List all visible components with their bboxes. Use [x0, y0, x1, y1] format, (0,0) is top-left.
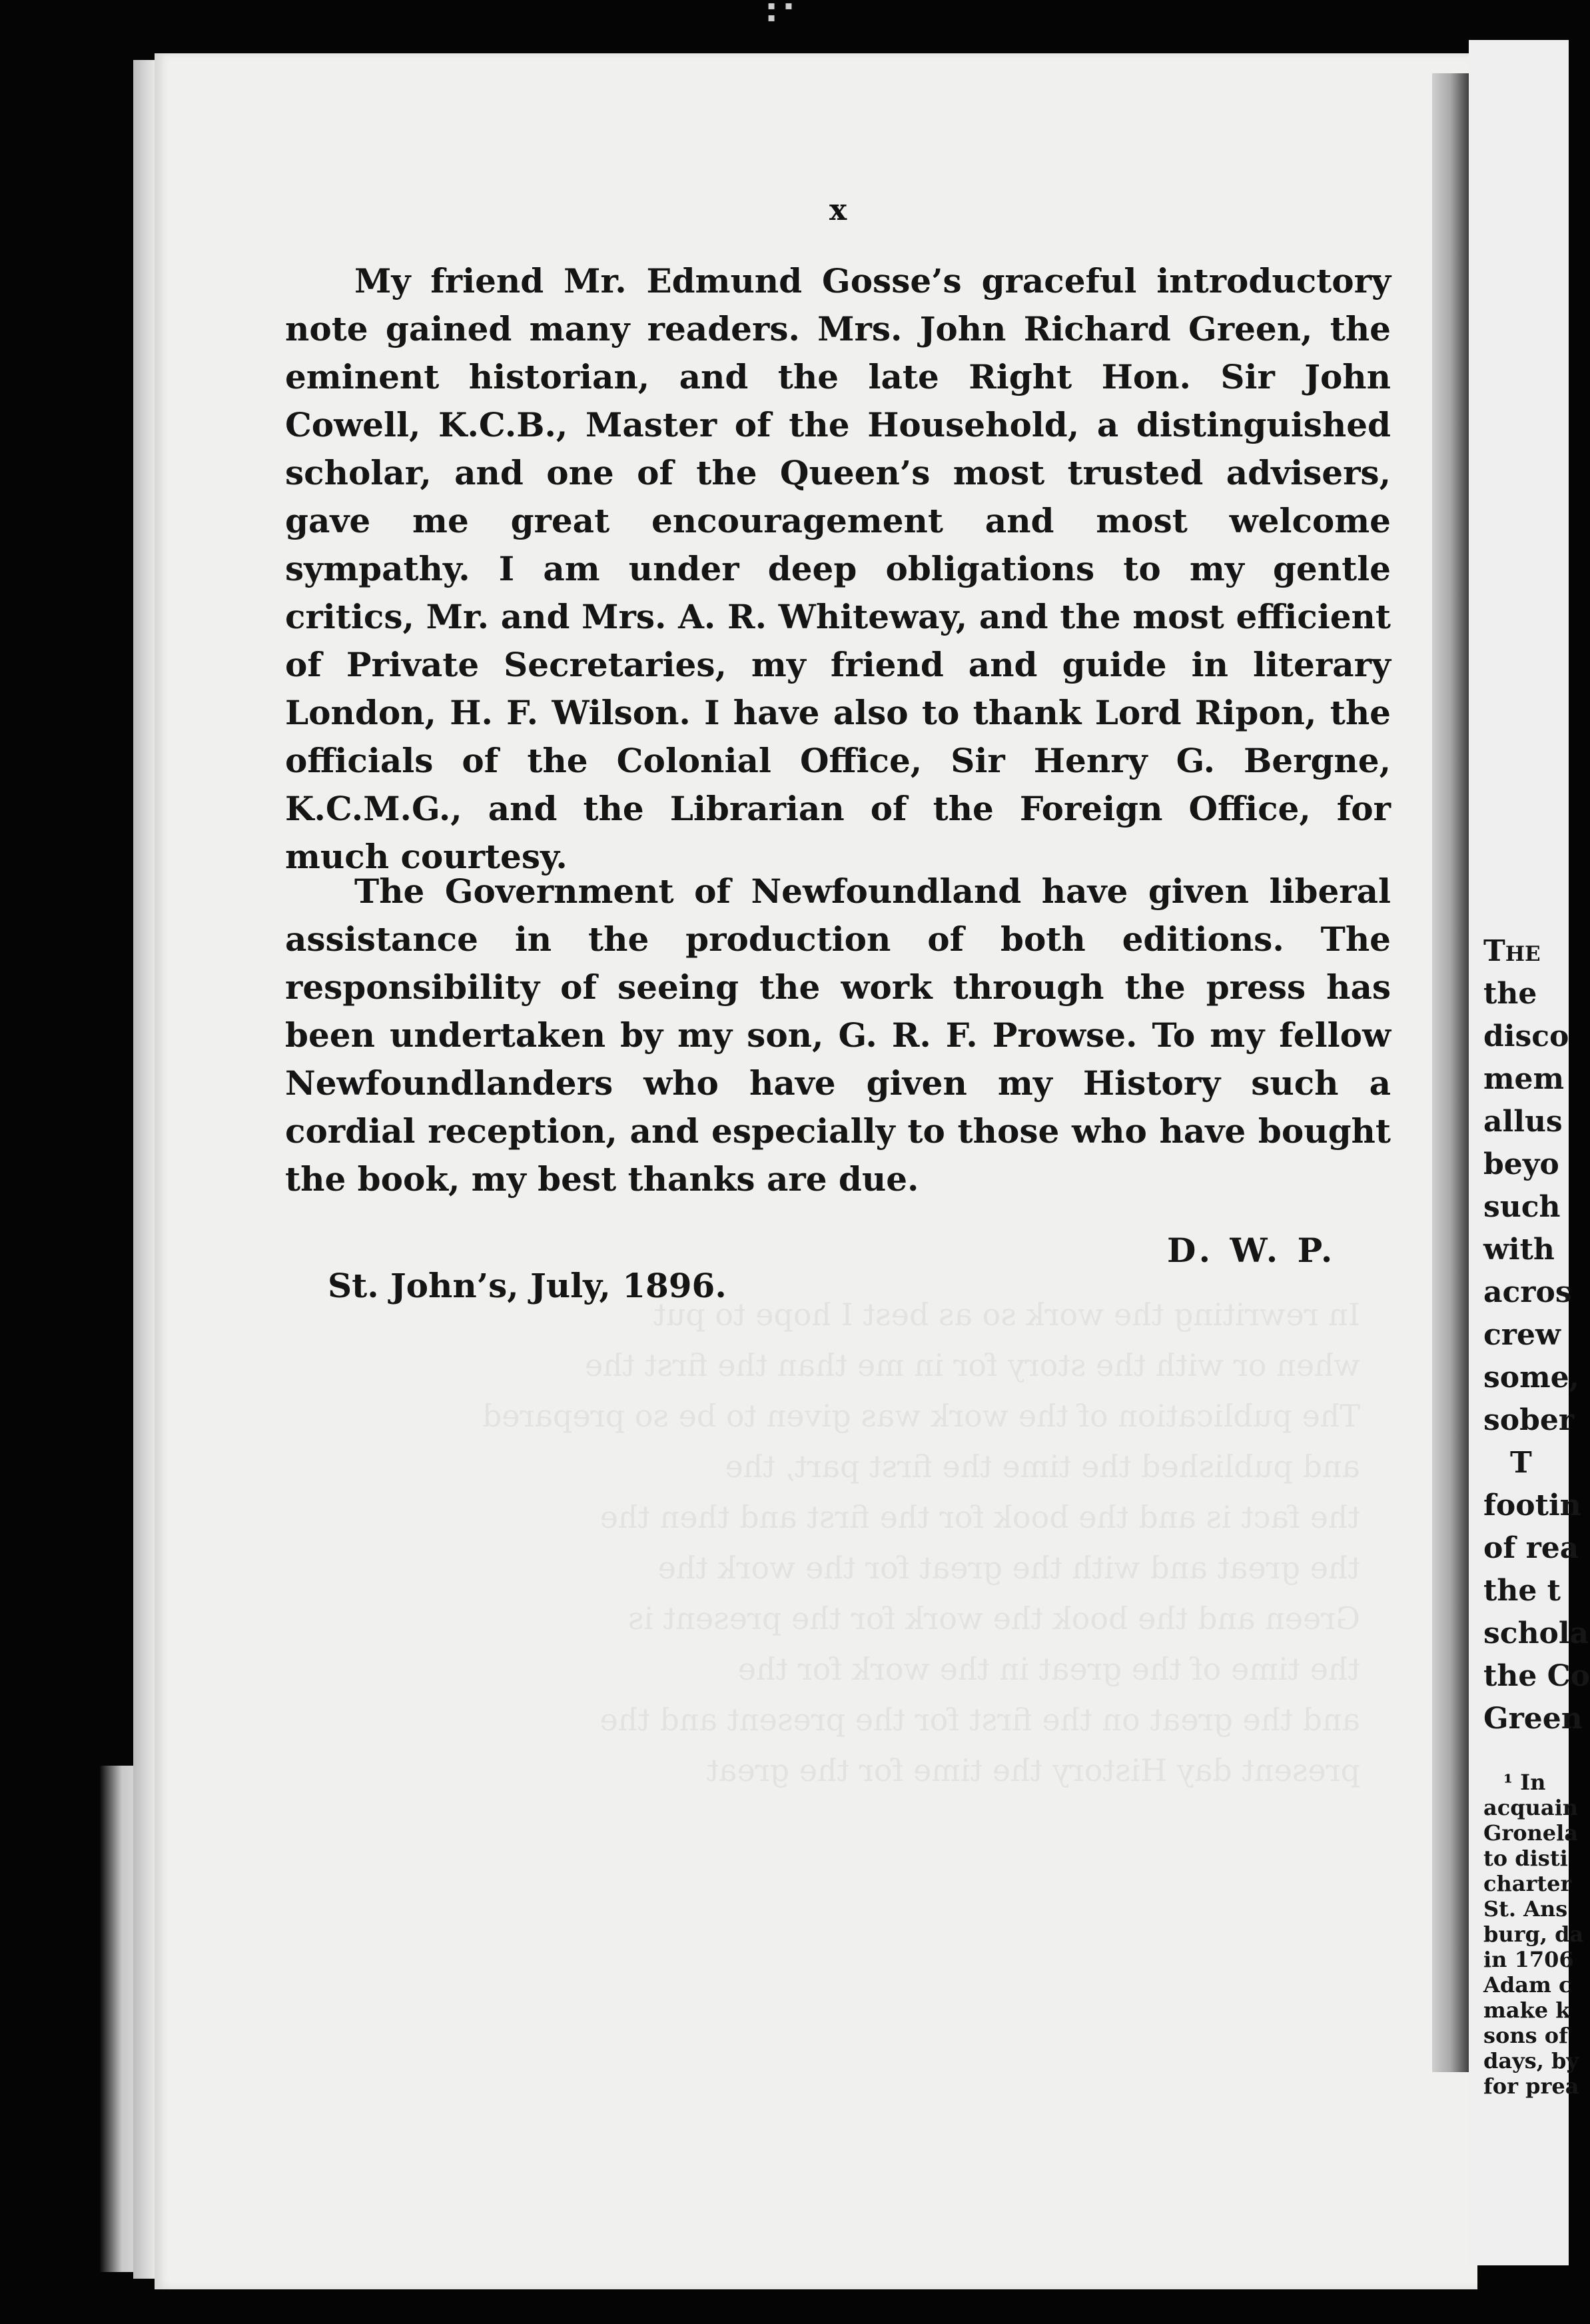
adjacent-page-line: mem	[1483, 1062, 1565, 1096]
adjacent-page-line: T	[1510, 1446, 1532, 1480]
adjacent-page-line: the	[1483, 977, 1537, 1011]
adjacent-page-line: disco	[1483, 1019, 1569, 1053]
adjacent-footnote-line: days, by	[1483, 2048, 1579, 2073]
adjacent-page-line: the Co	[1483, 1659, 1590, 1693]
signature-initials: D. W. P.	[1167, 1231, 1337, 1270]
adjacent-page-line: acros	[1483, 1275, 1572, 1309]
adjacent-page-line: beyo	[1483, 1147, 1559, 1181]
show-through-line: present day History the time for the great	[706, 1752, 1360, 1788]
show-through-line: the fact is and the book for the first and then the	[599, 1499, 1360, 1535]
adjacent-footnote-line: acquain	[1483, 1795, 1579, 1820]
show-through-line: The publication of the work was given to be so prepared	[482, 1398, 1360, 1434]
show-through-line: the great and with the great for the work the	[657, 1550, 1360, 1586]
adjacent-page-line: schola	[1483, 1616, 1589, 1650]
adjacent-footnote-line: Adam c	[1483, 1972, 1572, 1998]
adjacent-page-line: of rea	[1483, 1531, 1579, 1565]
adjacent-footnote-line: burg, da	[1483, 1922, 1584, 1947]
adjacent-footnote-line: Gronela	[1483, 1820, 1579, 1846]
place-date-line: St. John’s, July, 1896.	[328, 1266, 727, 1305]
adjacent-footnote-line: ¹ In	[1503, 1770, 1546, 1795]
show-through-line: In rewriting the work so as best I hope to put	[653, 1297, 1360, 1333]
adjacent-page-line: some,	[1483, 1361, 1579, 1395]
adjacent-page-line: such	[1483, 1190, 1561, 1224]
adjacent-page-line: crew	[1483, 1318, 1561, 1352]
paragraph-acknowledgements: My friend Mr. Edmund Gosse’s graceful introductory note gained many readers. Mrs. John Richard Green, the eminent historian, and the late Right Hon. Sir John Cowell, K.C.B., Master of the Household, a distinguished scholar, and one of the Queen’s most trusted advisers, gave me great encouragement and most welcome sympathy. I am under deep obligations to my gentle critics, Mr. and Mrs. A. R. Whiteway, and the most efficient of Private Secretaries, my friend and guide in literary London, H. F. Wilson. I have also to thank Lord Ripon, the officials of the Colonial Office, Sir Henry G. Bergne, K.C.M.G., and the Librarian of the Foreign Office, for much courtesy.	[285, 261, 1391, 876]
scan-top-marks: ▪ ▪ ▪	[767, 0, 796, 25]
adjacent-page-line: Green	[1483, 1702, 1583, 1736]
adjacent-page	[1469, 40, 1590, 2265]
adjacent-footnote-line: to disti	[1483, 1846, 1568, 1871]
adjacent-footnote-line: St. Ans	[1483, 1896, 1568, 1922]
show-through-line: and published the time the first part, the	[725, 1449, 1360, 1484]
page-stack-edge	[133, 60, 156, 2279]
body-text-block	[285, 257, 1391, 881]
show-through-line: and the great on the first for the present and the	[599, 1702, 1360, 1738]
show-through-line: Green and the book the work for the present is	[627, 1600, 1360, 1636]
body-text-block	[285, 868, 1391, 1203]
adjacent-page-line: allus	[1483, 1105, 1563, 1139]
adjacent-page-line: sober	[1483, 1403, 1575, 1437]
show-through-line: when or with the story for in me than the first the	[584, 1347, 1360, 1383]
show-through-line: the time of the great in the work for the	[737, 1651, 1360, 1687]
adjacent-footnote-line: make k	[1483, 1998, 1571, 2023]
page-folio: x	[829, 193, 847, 227]
adjacent-page-line: the t	[1483, 1574, 1561, 1608]
show-through-text	[482, 1289, 1360, 1796]
adjacent-footnote-line: for prea	[1483, 2073, 1579, 2099]
adjacent-page-line: with	[1483, 1233, 1555, 1267]
paragraph-government: The Government of Newfoundland have given liberal assistance in the production of both editions. The responsibility of seeing the work through the press has been undertaken by my son, G. R. F. Prowse. To my fellow Newfoundlanders who have given my History such a cordial reception, and especially to those who have bought the book, my best thanks are due.	[285, 872, 1391, 1199]
adjacent-page-line: The	[1483, 934, 1541, 968]
adjacent-footnote-line: sons of	[1483, 2023, 1568, 2048]
adjacent-footnote-line: charter	[1483, 1871, 1572, 1896]
adjacent-footnote-line: in 1706	[1483, 1947, 1574, 1972]
adjacent-page-line: footin	[1483, 1488, 1581, 1522]
